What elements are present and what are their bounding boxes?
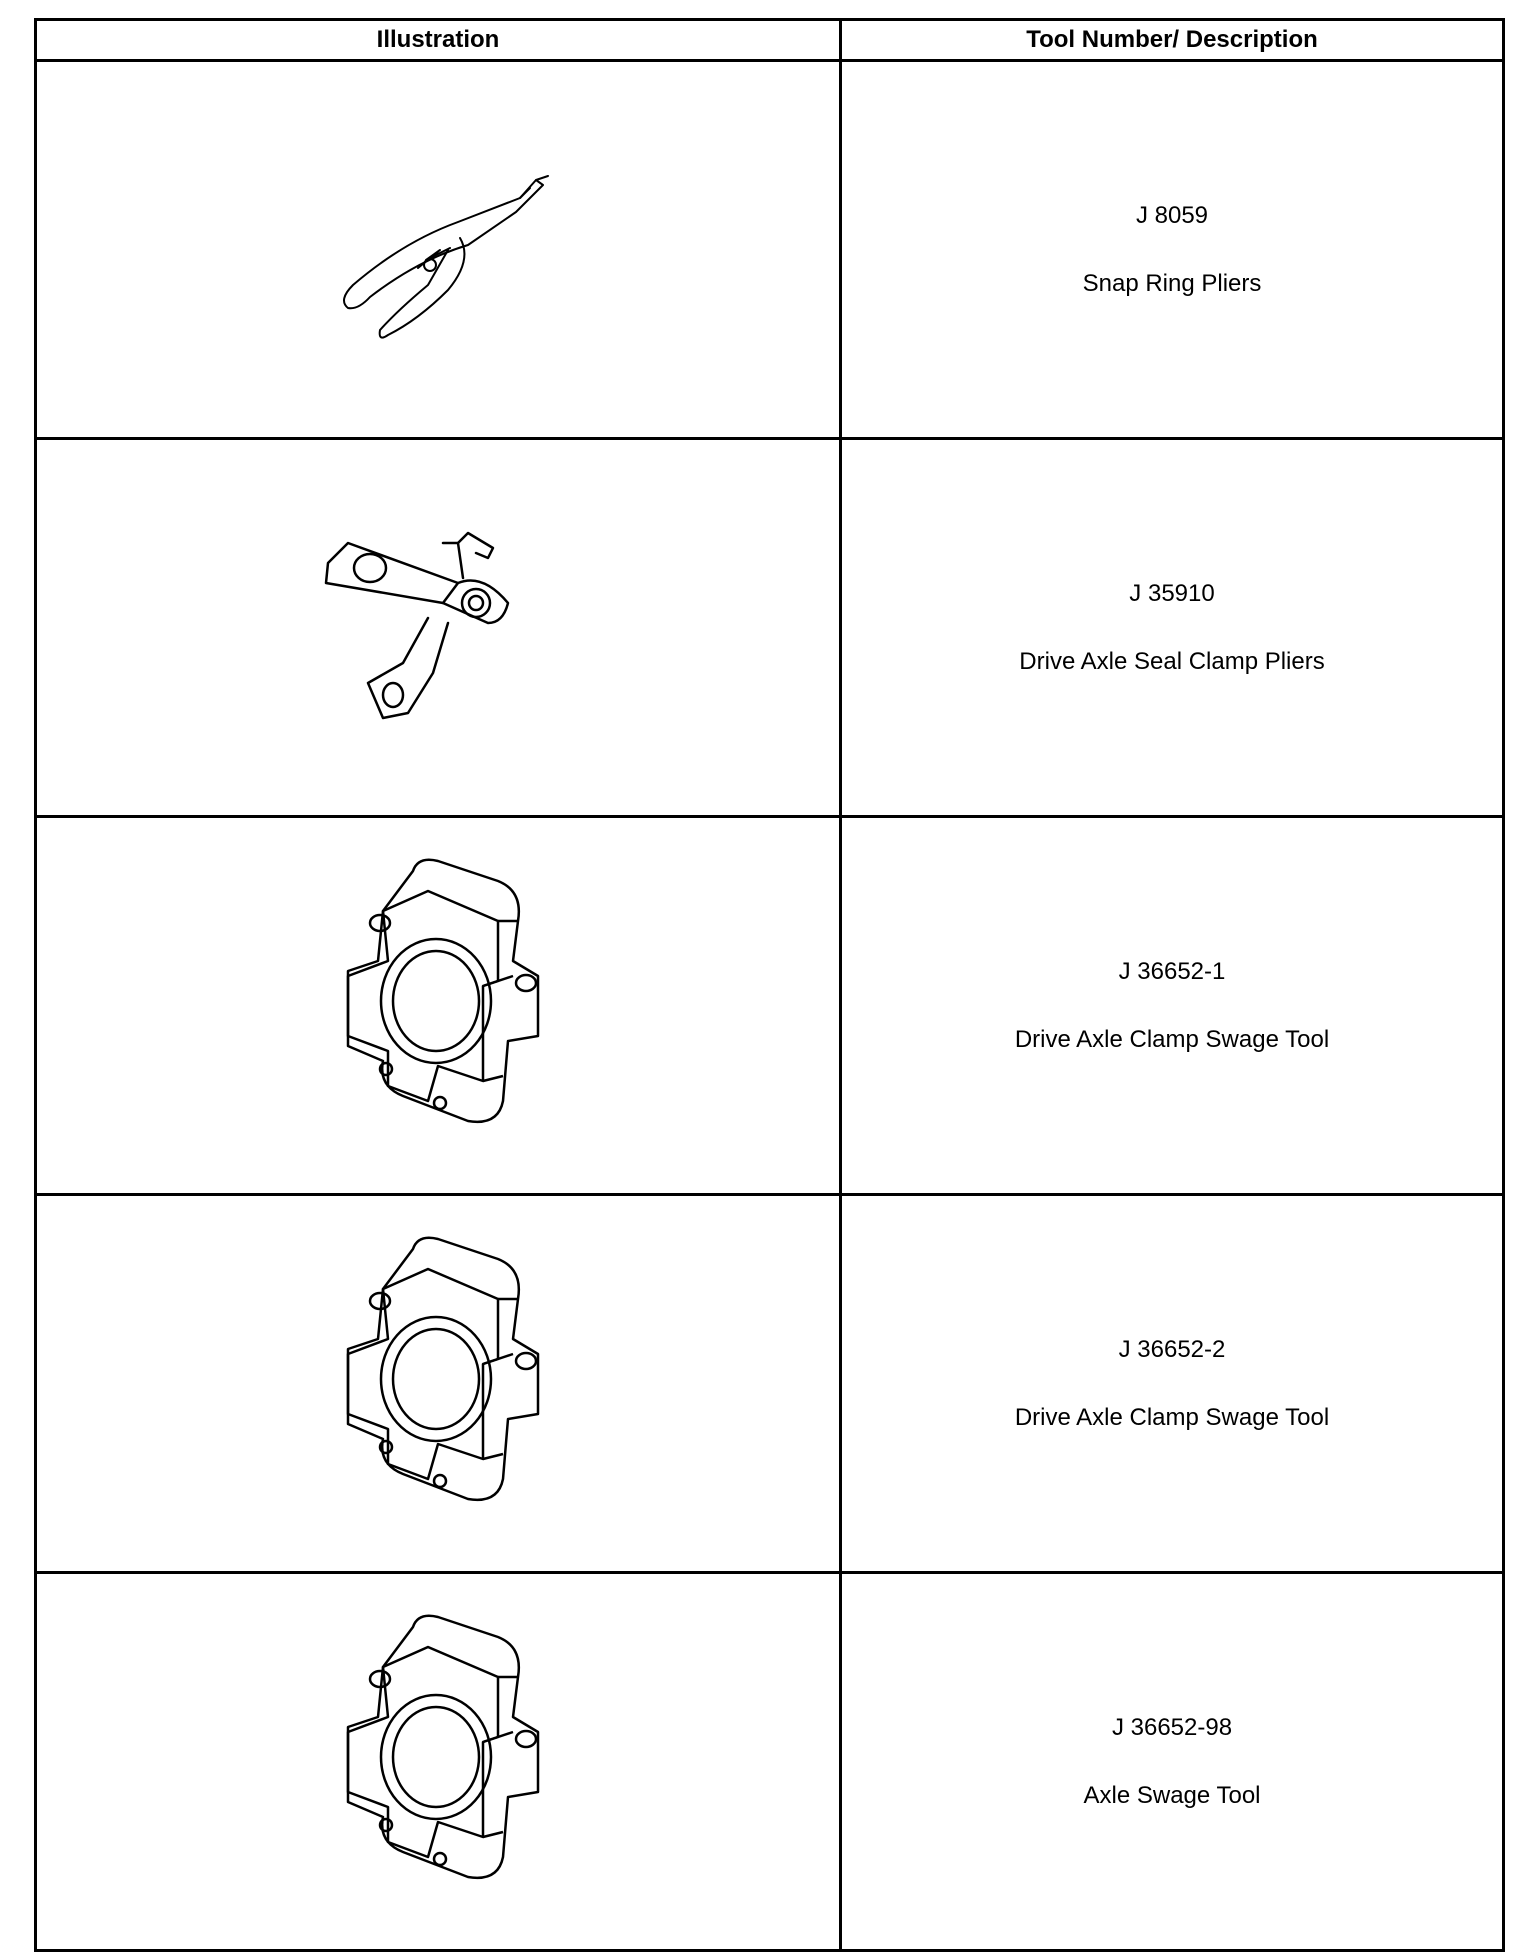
- tool-number: J 36652-98: [1111, 1713, 1233, 1741]
- swage-tool-icon: [308, 851, 568, 1161]
- illustration-cell: [36, 1195, 841, 1573]
- snap-ring-pliers-icon: [308, 150, 568, 350]
- table-row: [36, 1195, 1504, 1573]
- tool-description-cell: [841, 439, 1504, 817]
- tool-description-cell: [841, 1573, 1504, 1951]
- table-header-row: [36, 20, 1504, 61]
- tool-description: Axle Swage Tool: [1083, 1781, 1261, 1809]
- illustration-cell: [36, 817, 841, 1195]
- tool-number: J 36652-2: [1118, 1335, 1226, 1363]
- table-row: [36, 61, 1504, 439]
- swage-tool-icon: [308, 1607, 568, 1917]
- header-tool-number-description: Tool Number/ Description: [841, 20, 1504, 61]
- tool-description: Drive Axle Clamp Swage Tool: [1014, 1025, 1330, 1053]
- swage-tool-icon: [308, 1229, 568, 1539]
- tool-number: J 36652-1: [1118, 957, 1226, 985]
- tool-description: Drive Axle Clamp Swage Tool: [1014, 1403, 1330, 1431]
- tool-number: J 8059: [1135, 201, 1209, 229]
- tool-description-cell: [841, 817, 1504, 1195]
- illustration-cell: [36, 61, 841, 439]
- table-row: [36, 439, 1504, 817]
- table-row: [36, 817, 1504, 1195]
- illustration-cell: [36, 439, 841, 817]
- illustration-cell: [36, 1573, 841, 1951]
- table-row: [36, 1573, 1504, 1951]
- seal-clamp-pliers-icon: [308, 523, 568, 733]
- header-illustration: Illustration: [36, 20, 841, 61]
- tool-description: Snap Ring Pliers: [1082, 269, 1262, 297]
- tool-description-cell: [841, 1195, 1504, 1573]
- tool-number: J 35910: [1129, 579, 1215, 607]
- tools-table: [34, 18, 1505, 1952]
- tool-description: Drive Axle Seal Clamp Pliers: [1019, 647, 1325, 675]
- tool-description-cell: [841, 61, 1504, 439]
